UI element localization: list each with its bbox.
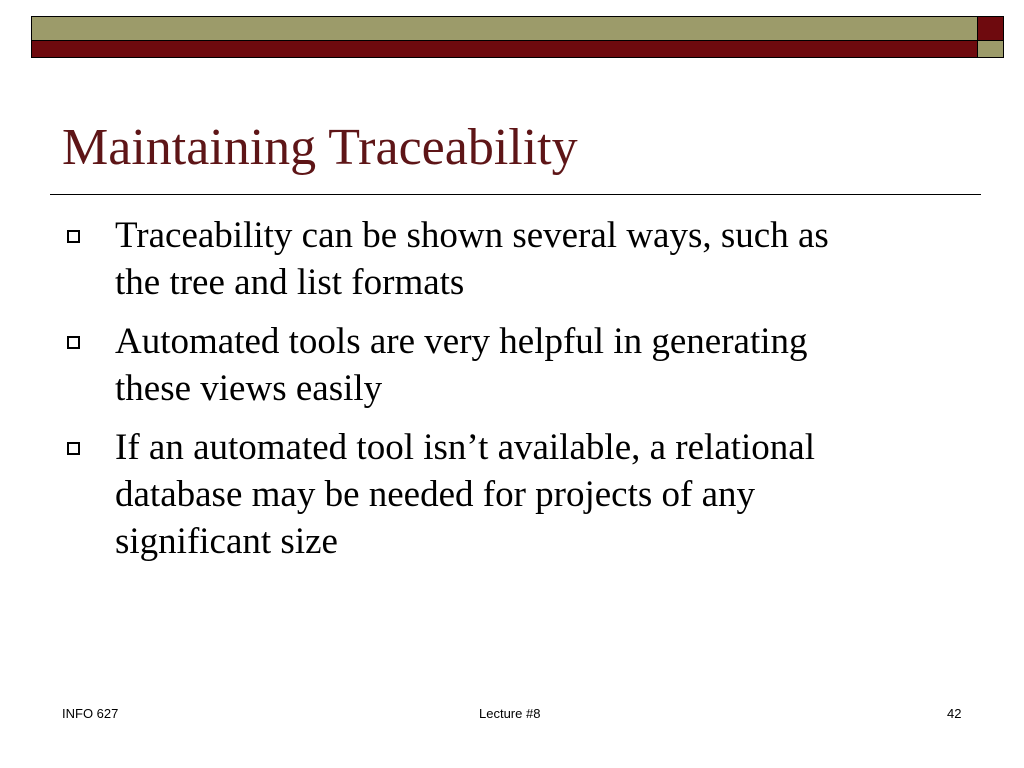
- header-banner-olive: [31, 16, 978, 41]
- bullet-text: Traceability can be shown several ways, such as the tree and list formats: [115, 215, 829, 303]
- hollow-square-icon: [67, 442, 80, 455]
- bullet-item: [62, 212, 882, 306]
- hollow-square-icon: [67, 230, 80, 243]
- slide-title: Maintaining Traceability: [62, 119, 578, 176]
- footer-page-number: 42: [947, 706, 962, 721]
- footer-course: INFO 627: [62, 706, 119, 721]
- header-banner-maroon: [31, 40, 978, 58]
- bullet-item: [62, 424, 882, 565]
- bullet-text: Automated tools are very helpful in generating these views easily: [115, 321, 808, 409]
- bullet-list: [62, 212, 882, 577]
- header-corner-maroon: [977, 16, 1004, 41]
- header-corner-olive: [977, 40, 1004, 58]
- title-divider: [50, 194, 981, 195]
- bullet-item: [62, 318, 882, 412]
- footer-lecture: Lecture #8: [479, 706, 541, 721]
- bullet-text: If an automated tool isn’t available, a relational database may be needed for projects of any significant size: [115, 427, 816, 562]
- hollow-square-icon: [67, 336, 80, 349]
